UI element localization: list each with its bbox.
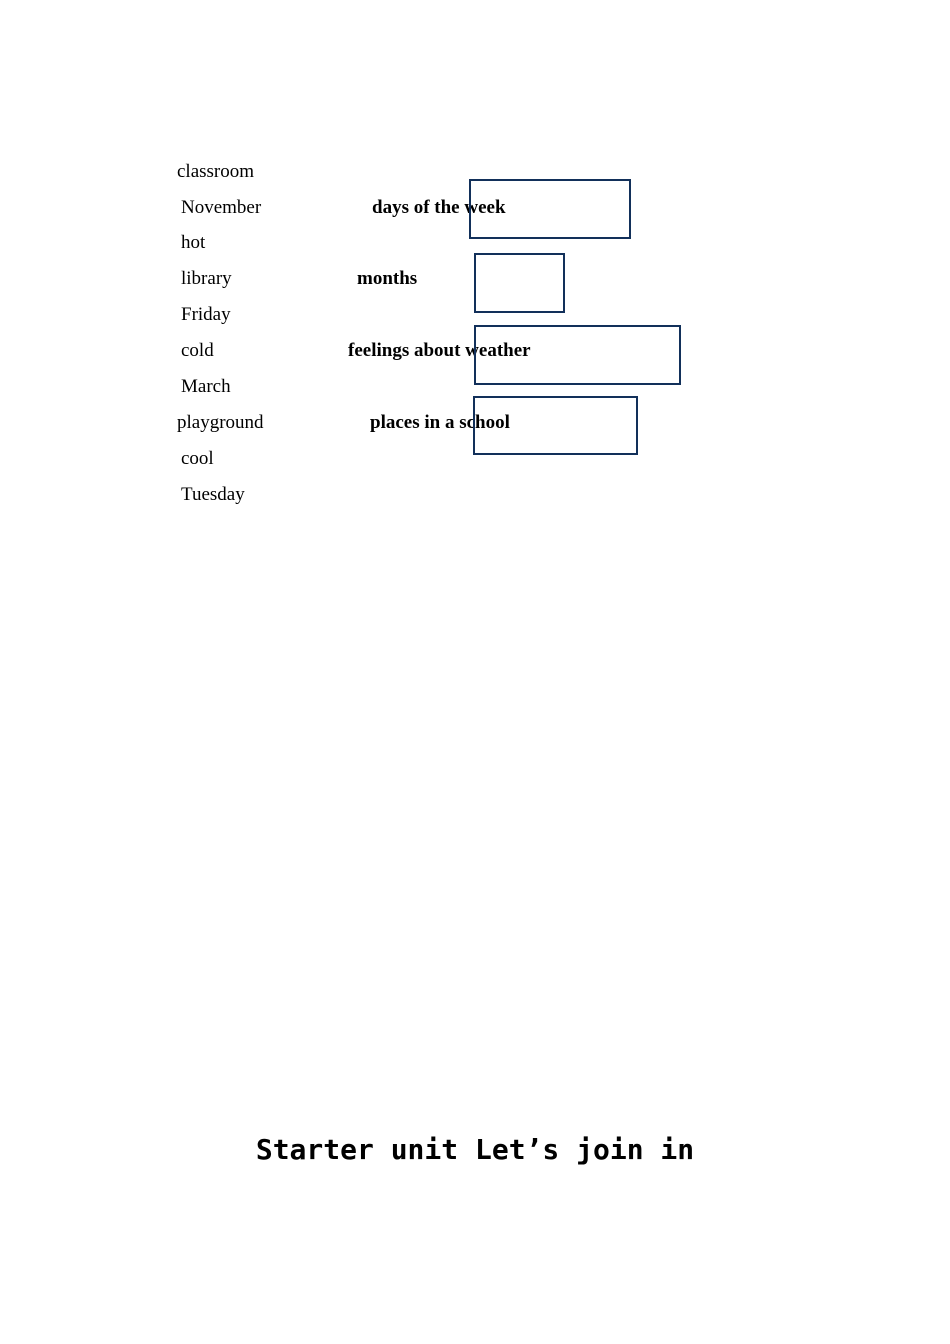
unit-title: Starter unit Let’s join in bbox=[255, 1133, 695, 1166]
answer-box-months[interactable] bbox=[474, 253, 565, 313]
answer-box-places[interactable] bbox=[473, 396, 638, 455]
category-label-days: days of the week bbox=[372, 197, 506, 218]
category-label-places: places in a school bbox=[370, 412, 510, 433]
word-item: library bbox=[181, 268, 232, 289]
word-item: cold bbox=[181, 340, 214, 361]
answer-box-days[interactable] bbox=[469, 179, 631, 239]
word-item: March bbox=[181, 376, 231, 397]
category-label-weather: feelings about weather bbox=[348, 340, 531, 361]
word-item: classroom bbox=[177, 161, 255, 182]
word-item: cool bbox=[181, 448, 214, 469]
word-item: playground bbox=[177, 412, 264, 433]
word-item: hot bbox=[181, 232, 206, 253]
category-label-months: months bbox=[357, 268, 418, 289]
word-item: Tuesday bbox=[181, 484, 245, 505]
word-item: November bbox=[181, 197, 262, 218]
answer-box-weather[interactable] bbox=[474, 325, 681, 385]
word-item: Friday bbox=[181, 304, 231, 325]
